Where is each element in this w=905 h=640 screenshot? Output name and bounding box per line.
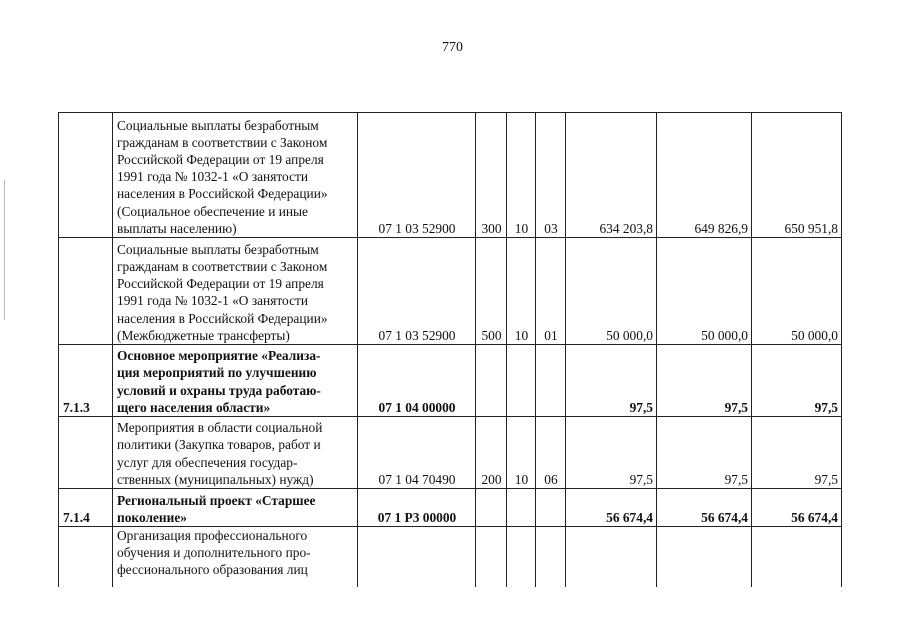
amount-year-2: 97,5 <box>657 417 752 489</box>
amount-year-1 <box>566 527 657 587</box>
table-row <box>59 238 842 345</box>
subsection-code: 06 <box>536 417 566 489</box>
expense-type-code <box>476 489 507 527</box>
subsection-code <box>536 489 566 527</box>
amount-year-2 <box>657 527 752 587</box>
row-name: Региональный проект «Старшее поколение» <box>113 489 358 527</box>
table-row <box>59 489 842 527</box>
amount-year-2: 56 674,4 <box>657 489 752 527</box>
target-article-code: 07 1 P3 00000 <box>358 489 476 527</box>
table-row <box>59 417 842 489</box>
section-code: 10 <box>507 417 536 489</box>
amount-year-1: 634 203,8 <box>566 113 657 238</box>
target-article-code: 07 1 04 70490 <box>358 417 476 489</box>
amount-year-3: 650 951,8 <box>752 113 842 238</box>
amount-year-2: 50 000,0 <box>657 238 752 345</box>
table-row <box>59 345 842 417</box>
target-article-code <box>358 527 476 587</box>
row-name: Мероприятия в области социальной политики (Закупка товаров, работ и услуг для обеспечения государ- ственных (муниципальных) нужд) <box>113 417 358 489</box>
expense-type-code: 300 <box>476 113 507 238</box>
budget-table <box>58 112 842 587</box>
row-number <box>59 417 113 489</box>
subsection-code: 01 <box>536 238 566 345</box>
target-article-code: 07 1 03 52900 <box>358 238 476 345</box>
row-number: 7.1.3 <box>59 345 113 417</box>
row-name: Основное мероприятие «Реализа- ция мероприятий по улучшению условий и охраны труда работаю- щего населения области» <box>113 345 358 417</box>
row-number <box>59 113 113 238</box>
target-article-code: 07 1 03 52900 <box>358 113 476 238</box>
amount-year-2: 97,5 <box>657 345 752 417</box>
amount-year-3: 56 674,4 <box>752 489 842 527</box>
expense-type-code <box>476 345 507 417</box>
amount-year-2: 649 826,9 <box>657 113 752 238</box>
amount-year-3: 97,5 <box>752 417 842 489</box>
scan-margin-line <box>4 180 5 320</box>
section-code <box>507 489 536 527</box>
expense-type-code: 500 <box>476 238 507 345</box>
section-code: 10 <box>507 238 536 345</box>
amount-year-1: 97,5 <box>566 345 657 417</box>
row-name: Социальные выплаты безработным гражданам в соответствии с Законом Российской Федерации от 19 апреля 1991 года № 1032-1 «О занятости населения в Российской Федерации» (Межбюджетные трансферты) <box>113 238 358 345</box>
row-number: 7.1.4 <box>59 489 113 527</box>
row-number <box>59 238 113 345</box>
amount-year-1: 56 674,4 <box>566 489 657 527</box>
table-row <box>59 113 842 238</box>
amount-year-1: 50 000,0 <box>566 238 657 345</box>
subsection-code: 03 <box>536 113 566 238</box>
amount-year-1: 97,5 <box>566 417 657 489</box>
amount-year-3: 50 000,0 <box>752 238 842 345</box>
amount-year-3: 97,5 <box>752 345 842 417</box>
amount-year-3 <box>752 527 842 587</box>
expense-type-code: 200 <box>476 417 507 489</box>
target-article-code: 07 1 04 00000 <box>358 345 476 417</box>
page-number: 770 <box>442 40 463 55</box>
row-name: Организация профессионального обучения и дополнительного про- фессионального образования лиц <box>113 527 358 587</box>
section-code <box>507 527 536 587</box>
row-number <box>59 527 113 587</box>
table-row <box>59 527 842 587</box>
row-name: Социальные выплаты безработным гражданам в соответствии с Законом Российской Федерации от 19 апреля 1991 года № 1032-1 «О занятости населения в Российской Федерации» (Социальное обеспечение и иные выплаты населению) <box>113 113 358 238</box>
subsection-code <box>536 345 566 417</box>
section-code <box>507 345 536 417</box>
expense-type-code <box>476 527 507 587</box>
section-code: 10 <box>507 113 536 238</box>
subsection-code <box>536 527 566 587</box>
